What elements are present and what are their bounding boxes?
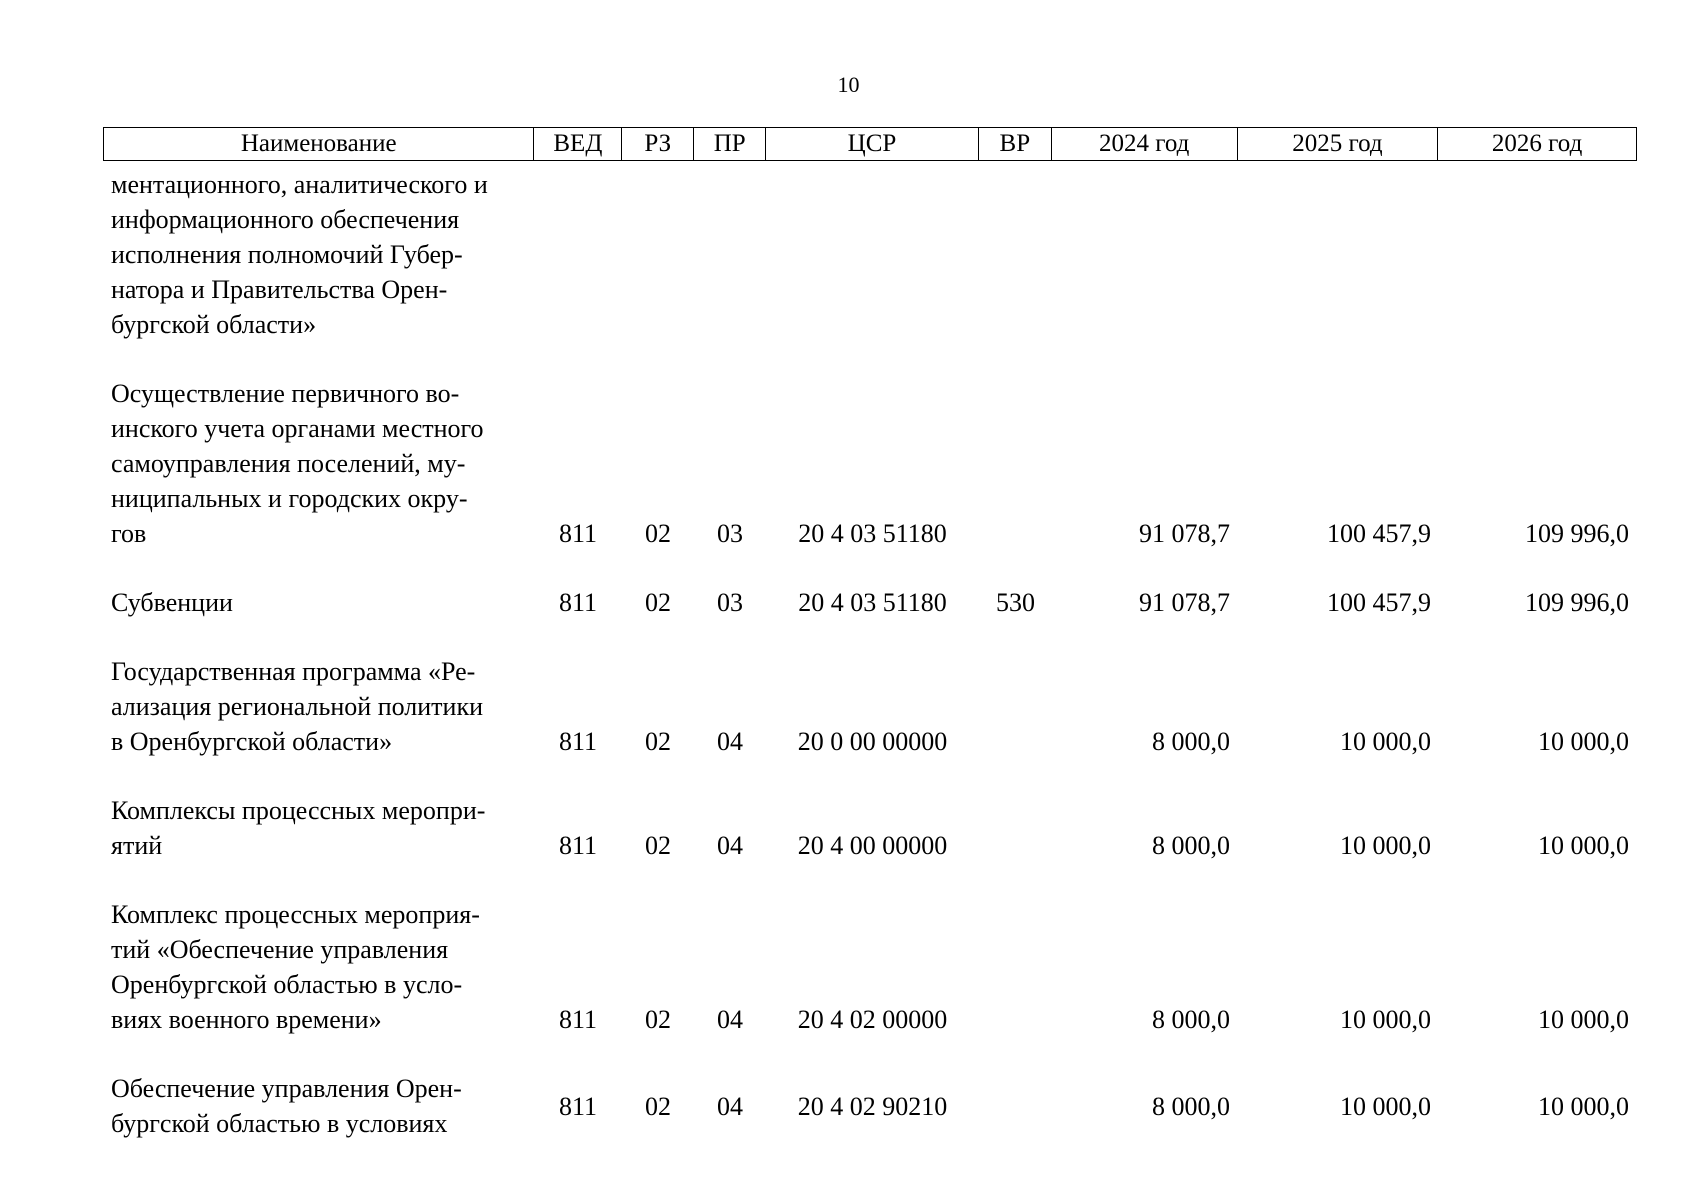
row-csr: 20 0 00 00000: [797, 727, 948, 756]
row-2026: 109 996,0: [1525, 519, 1629, 548]
table-row: [103, 793, 1637, 863]
header-2024: 2024 год: [1052, 128, 1238, 160]
page-number: 10: [837, 72, 860, 97]
row-rz: 02: [645, 519, 671, 548]
row-vr: 530: [996, 588, 1035, 617]
row-2026: 109 996,0: [1525, 588, 1629, 617]
row-ved: 811: [558, 1005, 598, 1034]
row-2024: 91 078,7: [1139, 519, 1230, 548]
row-pr: 04: [717, 727, 743, 756]
row-csr: 20 4 00 00000: [797, 831, 948, 860]
table-row: [103, 654, 1637, 759]
header-ved: ВЕД: [534, 128, 622, 160]
row-name: Комплексы процессных меропри- ятий: [111, 796, 486, 860]
row-rz: 02: [645, 831, 671, 860]
row-ved: 811: [558, 519, 598, 548]
row-2024: 8 000,0: [1152, 831, 1230, 860]
header-2026: 2026 год: [1491, 130, 1583, 157]
row-rz: 02: [645, 1005, 671, 1034]
row-name: Комплекс процессных мероприя- тий «Обеспечение управления Оренбургской областью в усло- виях военного времени»: [111, 900, 480, 1034]
header-rz: РЗ: [622, 128, 694, 160]
row-pr: 04: [717, 831, 743, 860]
row-2025: 10 000,0: [1340, 831, 1431, 860]
header-vr: ВР: [979, 128, 1052, 160]
row-pr: 03: [717, 588, 743, 617]
row-rz: 02: [645, 727, 671, 756]
row-pr: 03: [717, 519, 743, 548]
row-2026: 10 000,0: [1538, 831, 1629, 860]
row-2025: 10 000,0: [1340, 727, 1431, 756]
row-2024: 8 000,0: [1152, 1091, 1230, 1121]
row-csr: 20 4 03 51180: [798, 519, 947, 548]
table-header: [103, 127, 1637, 161]
row-2026: 10 000,0: [1538, 1005, 1629, 1034]
row-csr: 20 4 02 00000: [797, 1005, 948, 1034]
row-name: Обеспечение управления Орен- бургской областью в условиях: [111, 1074, 462, 1138]
row-2025: 10 000,0: [1340, 1005, 1431, 1034]
row-2024: 8 000,0: [1152, 1005, 1230, 1034]
table-row: [103, 167, 1637, 342]
row-name: Осуществление первичного во- инского учета органами местного самоуправления поселений, му- ниципальных и городских окру- гов: [111, 379, 484, 548]
row-name: ментационного, аналитического и информационного обеспечения исполнения полномочий Губер- натора и Правительства Орен- бургской области»: [111, 170, 488, 339]
row-name: Субвенции: [111, 588, 233, 617]
row-ved: 811: [558, 1091, 598, 1121]
row-2025: 10 000,0: [1340, 1091, 1431, 1121]
row-2024: 91 078,7: [1139, 588, 1230, 617]
row-2024: 8 000,0: [1152, 727, 1230, 756]
table-row: [103, 585, 1637, 620]
row-csr: 20 4 02 90210: [797, 1091, 948, 1121]
row-pr: 04: [717, 1005, 743, 1034]
header-pr: ПР: [694, 128, 766, 160]
header-name: Наименование: [104, 128, 534, 160]
table-row: [103, 1071, 1637, 1141]
header-csr: ЦСР: [766, 128, 979, 160]
table-row: [103, 376, 1637, 551]
table-body: [103, 167, 1637, 1175]
row-rz: 02: [645, 588, 671, 617]
row-2025: 100 457,9: [1327, 519, 1431, 548]
row-name: Государственная программа «Ре- ализация региональной политики в Оренбургской области»: [111, 657, 483, 756]
row-2025: 100 457,9: [1327, 588, 1431, 617]
row-ved: 811: [558, 831, 598, 860]
row-rz: 02: [645, 1091, 671, 1121]
row-ved: 811: [558, 727, 598, 756]
row-csr: 20 4 03 51180: [798, 588, 947, 617]
row-ved: 811: [558, 588, 598, 617]
row-2026: 10 000,0: [1538, 727, 1629, 756]
row-pr: 04: [717, 1091, 743, 1121]
table-row: [103, 897, 1637, 1037]
row-2026: 10 000,0: [1538, 1091, 1629, 1121]
header-2025: 2025 год: [1238, 128, 1439, 160]
